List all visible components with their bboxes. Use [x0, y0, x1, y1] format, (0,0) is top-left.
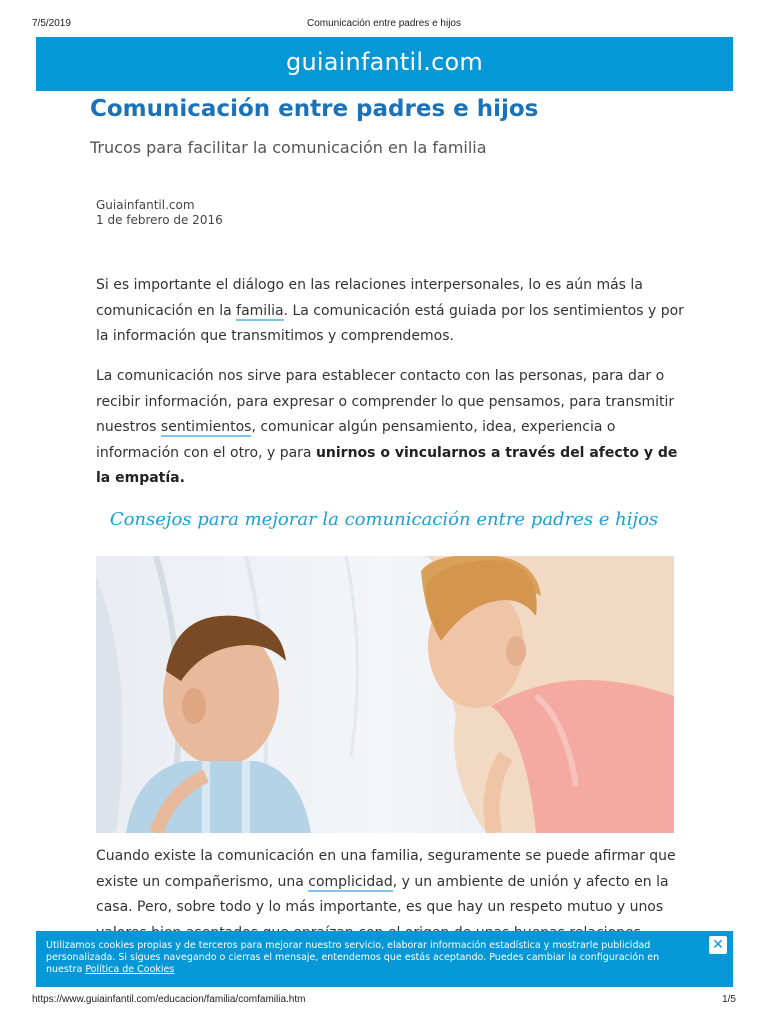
- article-photo: [96, 556, 674, 833]
- paragraph-communication: [96, 364, 686, 492]
- link-complicidad[interactable]: complicidad: [308, 873, 393, 890]
- print-header: [32, 18, 736, 32]
- paragraph-text: La comunicación nos sirve para establecer contacto con las personas, para dar o recibir información, para expresar o comprender lo que pensamos, para transmitir nuestros: [96, 368, 675, 435]
- print-footer: [32, 994, 736, 1008]
- paragraph-text: Cuando existe la comunicación en una familia, seguramente se puede afirmar que existe un compañerismo, una: [96, 848, 676, 890]
- author-name: Guiainfantil.com: [96, 198, 195, 212]
- site-header-bar: [36, 37, 733, 91]
- byline: [96, 198, 223, 228]
- close-icon[interactable]: ✕: [709, 936, 727, 954]
- article-title: Comunicación entre padres e hijos: [90, 96, 539, 122]
- publish-date: 1 de febrero de 2016: [96, 213, 223, 227]
- paragraph-text: . La comunicación está guiada por los sentimientos y por la información que transmitimos y comprendemos.: [96, 302, 684, 344]
- page-url: https://www.guiainfantil.com/educacion/familia/comfamilia.htm: [32, 994, 306, 1005]
- print-date: 7/5/2019: [32, 18, 71, 29]
- paragraph-intro: [96, 273, 686, 350]
- paragraph-bold-text: unirnos o vincularnos a través del afecto y de la empatía.: [96, 444, 678, 486]
- article-subtitle: Trucos para facilitar la comunicación en la familia: [90, 138, 487, 157]
- site-logo[interactable]: guiainfantil.com: [286, 48, 483, 76]
- paragraph-text: , comunicar algún pensamiento, idea, experiencia o información con el otro, y para: [96, 419, 616, 461]
- cookie-policy-link[interactable]: Política de Cookies: [85, 964, 175, 975]
- cookie-banner: [36, 931, 733, 987]
- page-number: 1/5: [722, 994, 736, 1005]
- link-sentimientos[interactable]: sentimientos: [160, 419, 252, 435]
- section-heading: Consejos para mejorar la comunicación entre padres e hijos: [109, 509, 659, 530]
- print-title: Comunicación entre padres e hijos: [307, 18, 461, 29]
- paragraph-text: , y un ambiente de unión y afecto en la casa. Pero, sobre todo y lo más importante, es que hay un respeto mutuo y unos: [96, 873, 669, 915]
- cookie-text: Utilizamos cookies propias y de terceros para mejorar nuestro servicio, elaborar información estadística y mostrarle publicidad personalizada. Si sigues navegando o cierras el mensaje, entendemos que estás aceptando. Puedes cambiar la configuración en nuestra: [46, 940, 660, 975]
- photo-mother-and-child: [96, 556, 674, 833]
- link-familia[interactable]: familia: [236, 302, 284, 319]
- cookie-message: [46, 940, 666, 976]
- paragraph-text: Si es importante el diálogo en las relaciones interpersonales, lo es aún más la comunicación en la: [96, 277, 643, 319]
